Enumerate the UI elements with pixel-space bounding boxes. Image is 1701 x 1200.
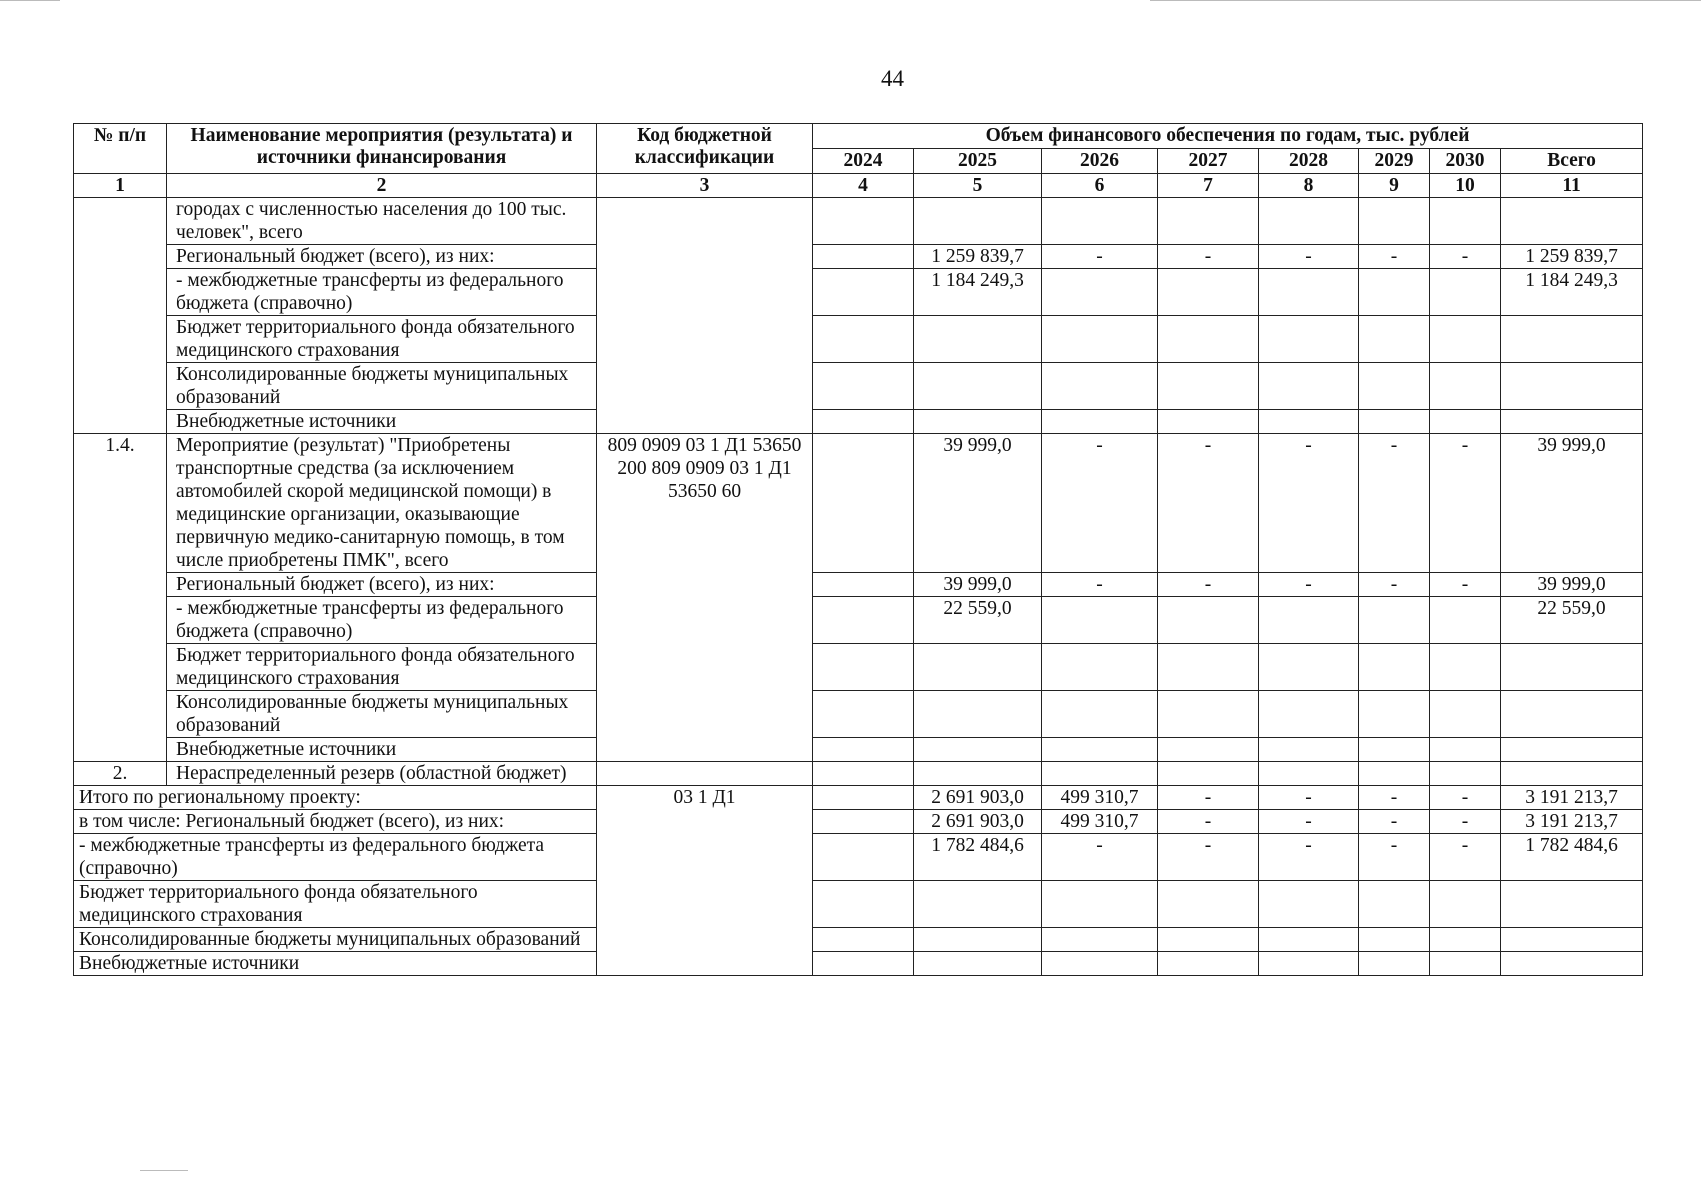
source-offbudget: Внебюджетные источники xyxy=(167,410,597,434)
header-year: 2029 xyxy=(1359,149,1430,174)
value-2025: 2 691 903,0 xyxy=(914,786,1042,810)
header-volume: Объем финансового обеспечения по годам, тыс. рублей xyxy=(813,124,1643,149)
value-dash: - xyxy=(1259,245,1359,269)
source-tfoms: Бюджет территориального фонда обязательного медицинского страхования xyxy=(167,316,597,363)
value-dash: - xyxy=(1430,834,1501,881)
value-2025: 39 999,0 xyxy=(914,434,1042,573)
total-tfoms-label: Бюджет территориального фонда обязательного медицинского страхования xyxy=(74,881,597,928)
activity-name-continued: городах с численностью населения до 100 тыс. человек", всего xyxy=(167,198,597,245)
financing-table xyxy=(73,123,1643,976)
reserve-name: Нераспределенный резерв (областной бюджет) xyxy=(167,762,597,786)
value-dash: - xyxy=(1042,245,1158,269)
value-dash: - xyxy=(1430,434,1501,573)
value-dash: - xyxy=(1359,786,1430,810)
value-2026: 499 310,7 xyxy=(1042,786,1158,810)
value-2025: 1 259 839,7 xyxy=(914,245,1042,269)
total-row xyxy=(74,881,1643,928)
header-year: 2025 xyxy=(914,149,1042,174)
value-2025: 1 782 484,6 xyxy=(914,834,1042,881)
value-dash: - xyxy=(1158,786,1259,810)
source-federal-transfers: - межбюджетные трансферты из федерального бюджета (справочно) xyxy=(167,269,597,316)
table-row xyxy=(74,691,1643,738)
table-row xyxy=(74,316,1643,363)
value-dash: - xyxy=(1259,834,1359,881)
value-total: 1 184 249,3 xyxy=(1501,269,1643,316)
value-dash: - xyxy=(1042,834,1158,881)
total-label: Итого по региональному проекту: xyxy=(74,786,597,810)
row-number: 1.4. xyxy=(74,434,167,762)
table-row xyxy=(74,573,1643,597)
table-row xyxy=(74,198,1643,245)
value-dash: - xyxy=(1359,245,1430,269)
header-name: Наименование мероприятия (результата) и источники финансирования xyxy=(167,124,597,174)
total-transfers-label: - межбюджетные трансферты из федерального бюджета (справочно) xyxy=(74,834,597,881)
value-total: 39 999,0 xyxy=(1501,573,1643,597)
source-federal-transfers: - межбюджетные трансферты из федерального бюджета (справочно) xyxy=(167,597,597,644)
total-row xyxy=(74,810,1643,834)
col-number: 8 xyxy=(1259,174,1359,198)
value-dash: - xyxy=(1359,434,1430,573)
table-row xyxy=(74,597,1643,644)
header-year: 2026 xyxy=(1042,149,1158,174)
total-including-label: в том числе: Региональный бюджет (всего), из них: xyxy=(74,810,597,834)
table-row xyxy=(74,644,1643,691)
value-dash: - xyxy=(1430,810,1501,834)
col-number: 7 xyxy=(1158,174,1259,198)
header-code: Код бюджетной классификации xyxy=(597,124,813,174)
total-code: 03 1 Д1 xyxy=(597,786,813,976)
source-offbudget: Внебюджетные источники xyxy=(167,738,597,762)
table-row xyxy=(74,269,1643,316)
budget-code: 809 0909 03 1 Д1 53650 200 809 0909 03 1 Д1 53650 60 xyxy=(597,434,813,762)
value-dash: - xyxy=(1042,434,1158,573)
value-total: 1 259 839,7 xyxy=(1501,245,1643,269)
col-number: 9 xyxy=(1359,174,1430,198)
header-year: 2027 xyxy=(1158,149,1259,174)
value-total: 1 782 484,6 xyxy=(1501,834,1643,881)
value-dash: - xyxy=(1158,245,1259,269)
table-row xyxy=(74,410,1643,434)
value-dash: - xyxy=(1158,434,1259,573)
total-offbudget-label: Внебюджетные источники xyxy=(74,952,597,976)
table-row xyxy=(74,363,1643,410)
total-row xyxy=(74,952,1643,976)
col-number: 3 xyxy=(597,174,813,198)
scan-edge-top-right xyxy=(1150,0,1701,1)
value-dash: - xyxy=(1158,810,1259,834)
value-dash: - xyxy=(1158,834,1259,881)
value-dash: - xyxy=(1359,810,1430,834)
value-dash: - xyxy=(1259,810,1359,834)
total-row xyxy=(74,928,1643,952)
value-dash: - xyxy=(1259,434,1359,573)
row-number: 2. xyxy=(74,762,167,786)
value-total: 3 191 213,7 xyxy=(1501,810,1643,834)
value-total: 39 999,0 xyxy=(1501,434,1643,573)
col-number: 6 xyxy=(1042,174,1158,198)
value-dash: - xyxy=(1359,834,1430,881)
col-number: 1 xyxy=(74,174,167,198)
source-municipal: Консолидированные бюджеты муниципальных образований xyxy=(167,363,597,410)
activity-name: Мероприятие (результат) "Приобретены транспортные средства (за исключением автомобилей скорой медицинской помощи) в медицинские организации, оказывающие первичную медико-санитарную помощь, в том числе приобретены ПМК", всего xyxy=(167,434,597,573)
value-dash: - xyxy=(1359,573,1430,597)
header-row-1 xyxy=(74,124,1643,149)
value-dash: - xyxy=(1259,573,1359,597)
col-number: 5 xyxy=(914,174,1042,198)
source-municipal: Консолидированные бюджеты муниципальных образований xyxy=(167,691,597,738)
header-year: 2024 xyxy=(813,149,914,174)
value-2026: 499 310,7 xyxy=(1042,810,1158,834)
value-2025: 39 999,0 xyxy=(914,573,1042,597)
source-regional: Региональный бюджет (всего), из них: xyxy=(167,573,597,597)
value-2025: 2 691 903,0 xyxy=(914,810,1042,834)
value-total: 3 191 213,7 xyxy=(1501,786,1643,810)
budget-code-cell xyxy=(597,198,813,434)
value-dash: - xyxy=(1259,786,1359,810)
table-row xyxy=(74,245,1643,269)
value-2025: 22 559,0 xyxy=(914,597,1042,644)
header-year: 2028 xyxy=(1259,149,1359,174)
col-number: 2 xyxy=(167,174,597,198)
col-number: 10 xyxy=(1430,174,1501,198)
value-dash: - xyxy=(1042,573,1158,597)
col-number: 11 xyxy=(1501,174,1643,198)
column-number-row xyxy=(74,174,1643,198)
value-dash: - xyxy=(1430,786,1501,810)
value-dash: - xyxy=(1430,573,1501,597)
header-num: № п/п xyxy=(74,124,167,174)
total-row xyxy=(74,834,1643,881)
scan-edge-bottom xyxy=(140,1170,188,1171)
table-row xyxy=(74,434,1643,573)
col-number: 4 xyxy=(813,174,914,198)
value-total: 22 559,0 xyxy=(1501,597,1643,644)
value-dash: - xyxy=(1430,245,1501,269)
total-row xyxy=(74,786,1643,810)
page-number: 44 xyxy=(881,66,904,91)
value-dash: - xyxy=(1158,573,1259,597)
source-tfoms: Бюджет территориального фонда обязательного медицинского страхования xyxy=(167,644,597,691)
row-number-cell xyxy=(74,198,167,434)
table-row xyxy=(74,762,1643,786)
header-total: Всего xyxy=(1501,149,1643,174)
header-year: 2030 xyxy=(1430,149,1501,174)
total-municipal-label: Консолидированные бюджеты муниципальных образований xyxy=(74,928,597,952)
scan-edge-top-left xyxy=(0,0,60,1)
value-2025: 1 184 249,3 xyxy=(914,269,1042,316)
table-row xyxy=(74,738,1643,762)
source-regional: Региональный бюджет (всего), из них: xyxy=(167,245,597,269)
